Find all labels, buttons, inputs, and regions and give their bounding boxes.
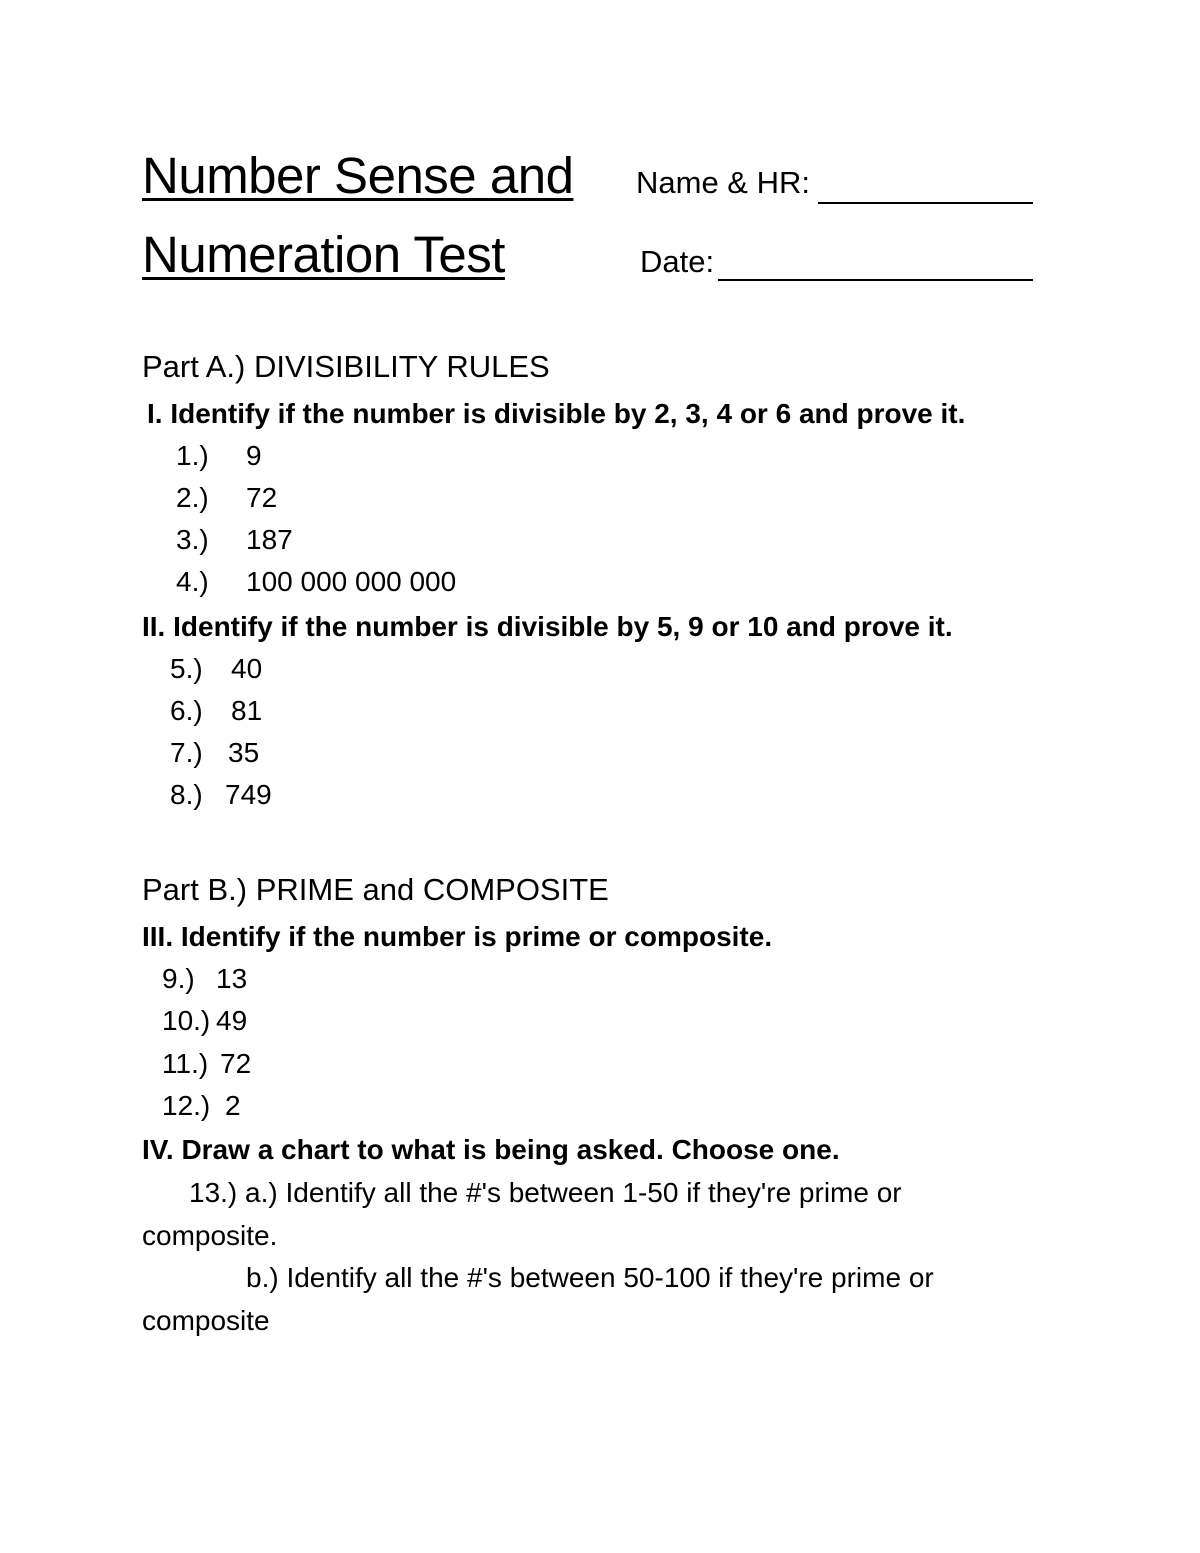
- item-number: 4.): [176, 566, 209, 597]
- item-number: 5.): [170, 653, 203, 684]
- option-b-line-1: b.) Identify all the #'s between 50-100 if they're prime or: [246, 1262, 934, 1293]
- date-label: Date:: [640, 244, 715, 279]
- item-value: 81: [231, 695, 263, 726]
- item-number: 8.): [170, 779, 203, 810]
- item-value: 40: [231, 653, 263, 684]
- list-item: [0, 963, 1200, 999]
- list-item: [0, 737, 1200, 773]
- name-hr-label: Name & HR:: [636, 165, 810, 200]
- section-4-instruction: IV. Draw a chart to what is being asked. Choose one.: [142, 1134, 840, 1165]
- section-3-instruction: III. Identify if the number is prime or composite.: [142, 921, 773, 952]
- item-value: 72: [246, 482, 278, 513]
- item-value: 72: [220, 1048, 252, 1079]
- item-number: 6.): [170, 695, 203, 726]
- item-value: 749: [225, 779, 272, 810]
- list-item: [0, 653, 1200, 689]
- list-item: [0, 1090, 1200, 1126]
- item-number: 12.): [162, 1090, 211, 1121]
- title-line-1: Number Sense and: [142, 147, 574, 204]
- item-number: 9.): [162, 963, 195, 994]
- item-value: 35: [228, 737, 260, 768]
- list-item: [0, 524, 1200, 560]
- item-value: 9: [246, 440, 262, 471]
- option-b-line-2: composite: [142, 1305, 270, 1336]
- item-value: 100 000 000 000: [246, 566, 457, 597]
- item-number: 2.): [176, 482, 209, 513]
- title-line-2: Numeration Test: [142, 226, 505, 283]
- section-1-instruction: I. Identify if the number is divisible by 2, 3, 4 or 6 and prove it.: [147, 398, 966, 429]
- item-number: 11.): [162, 1048, 209, 1079]
- list-item: [0, 695, 1200, 731]
- name-hr-blank[interactable]: [818, 202, 1033, 204]
- item-number: 3.): [176, 524, 209, 555]
- list-item: [0, 1048, 1200, 1084]
- item-value: 2: [225, 1090, 241, 1121]
- list-item: [0, 566, 1200, 602]
- section-2-instruction: II. Identify if the number is divisible by 5, 9 or 10 and prove it.: [142, 611, 953, 642]
- item-value: 187: [246, 524, 293, 555]
- date-blank[interactable]: [718, 279, 1033, 281]
- item-value: 13: [216, 963, 248, 994]
- part-a-heading: Part A.) DIVISIBILITY RULES: [142, 349, 550, 384]
- item-value: 49: [216, 1005, 248, 1036]
- list-item: [0, 482, 1200, 518]
- option-a-line-1: 13.) a.) Identify all the #'s between 1-50 if they're prime or: [189, 1177, 902, 1208]
- part-b-heading: Part B.) PRIME and COMPOSITE: [142, 872, 609, 907]
- list-item: [0, 779, 1200, 815]
- item-number: 7.): [170, 737, 203, 768]
- option-a-line-2: composite.: [142, 1220, 278, 1251]
- item-number: 1.): [176, 440, 209, 471]
- item-number: 10.): [162, 1005, 211, 1036]
- list-item: [0, 440, 1200, 476]
- list-item: [0, 1005, 1200, 1041]
